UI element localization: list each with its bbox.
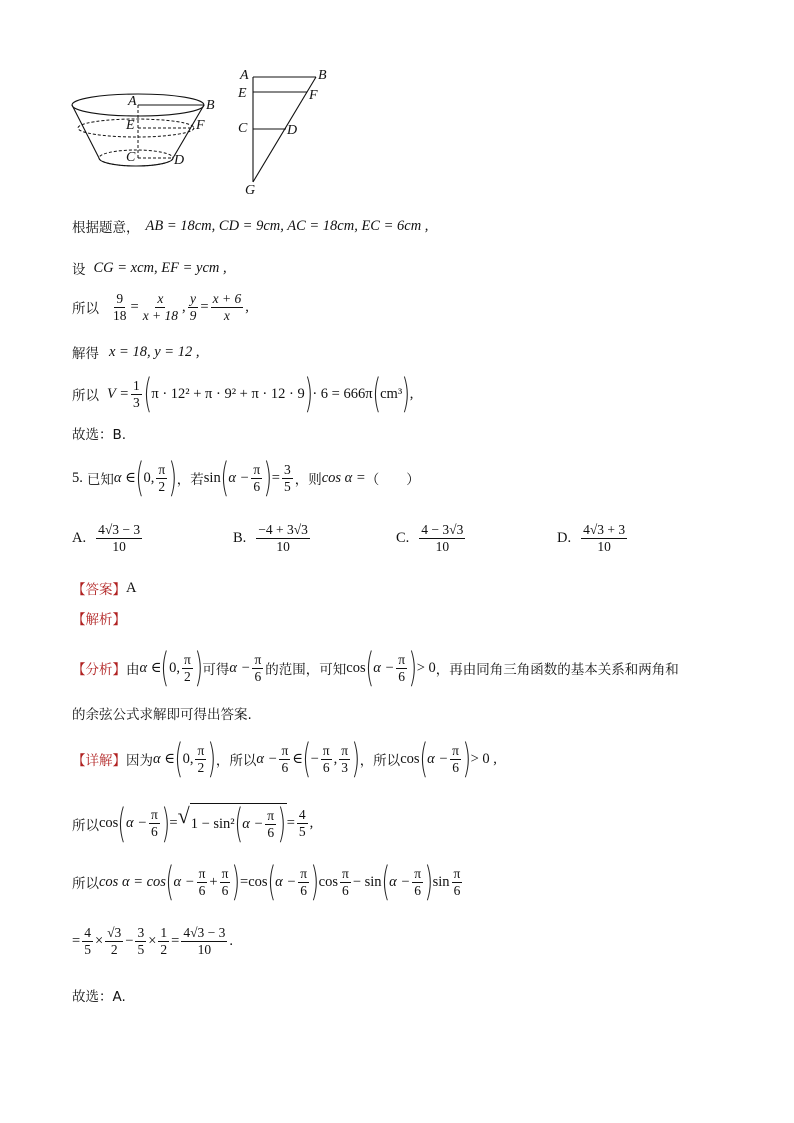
given-math: AB = 18cm, CD = 9cm, AC = 18cm, EC = 6cm ,: [145, 217, 429, 234]
label-B-right: B: [318, 68, 327, 83]
given-prefix: 根据题意，: [72, 220, 140, 236]
volume-inner: π · 12² + π · 9² + π · 12 · 9: [151, 385, 305, 402]
solve-line: [72, 342, 199, 362]
label-C-right: C: [238, 121, 248, 136]
label-A-right: A: [240, 68, 249, 83]
ratio-line: 所以 $\frac{9}{18}$ = $\frac{x}{x + 18}$ , $\frac{y}{9}$ = $\frac{x + 6}{x}$ ,: [72, 291, 249, 323]
volume-lhs: V =: [107, 385, 130, 402]
label-A-left: A: [128, 94, 137, 109]
let-math: CG = xcm, EF = ycm ,: [93, 259, 227, 276]
option-a[interactable]: A. $\frac{4√3 - 3}{10}$: [72, 522, 141, 554]
answer-label: 【答案】: [72, 582, 126, 598]
fenxi-line-2: 的余弦公式求解即可得出答案.: [72, 707, 252, 723]
ratio2-right: $\frac{x + 6}{x}$: [212, 291, 242, 323]
volume-tail: · 6 = 666π: [312, 385, 373, 402]
so1-prefix: 所以: [72, 301, 99, 318]
answer-value: A: [126, 579, 137, 596]
xiangjie-line-3: 所以 cos α = cos ( α − $\frac{\pi}{6}$ + $\frac{\pi}{6}$ ) = cos ( α − $\frac{\pi}{6}$ ) cos $\frac{\pi}{6}$ − sin ( α − $\frac{\pi}{6}$ ) sin $\frac{\pi}{6}$: [72, 859, 461, 905]
volume-line: 所以 V = $\frac{1}{3}$ ( π · 12² + π · 9² + π · 12 · 9 ) · 6 = 666π ( cm³ ) ,: [72, 371, 414, 417]
label-D-left: D: [174, 153, 185, 168]
final-choice: 故选：A.: [72, 989, 126, 1005]
given-line: [72, 216, 428, 236]
volume-third: $\frac{1}{3}$: [133, 377, 140, 410]
option-b[interactable]: B. $\frac{-4 + 3√3}{10}$: [233, 522, 308, 554]
question-number: 5.: [72, 469, 83, 486]
option-c[interactable]: C. $\frac{4 - 3√3}{10}$: [396, 522, 464, 554]
label-C-left: C: [126, 150, 136, 165]
sqrt-expression: √ 1 − sin² ( α − $\frac{\pi}{6}$ ): [177, 801, 287, 847]
label-F-left: F: [196, 118, 205, 133]
xiangjie-line-2: 所以 cos ( α − $\frac{\pi}{6}$ ) = √ 1 − sin² ( α − $\frac{\pi}{6}$ ) = $\frac{4}{5}$ ,: [72, 800, 314, 847]
answer-line: [72, 578, 136, 598]
prev-choice: 故选：B.: [72, 427, 127, 443]
option-d[interactable]: D. $\frac{4√3 + 3}{10}$: [557, 522, 626, 554]
ratio1-left: $\frac{9}{18}$: [113, 291, 127, 323]
label-F-right: F: [309, 88, 318, 103]
solve-prefix: 解得: [72, 346, 99, 362]
let-line: [72, 258, 227, 278]
solve-math: x = 18, y = 12 ,: [109, 343, 200, 360]
volume-unit: cm³: [380, 385, 403, 402]
label-E-left: E: [126, 118, 135, 133]
xiangjie-line-4: = $\frac{4}{5}$ × $\frac{√3}{2}$ − $\frac{3}{5}$ × $\frac{1}{2}$ = $\frac{4√3 - 3}{10}$ .: [72, 925, 234, 957]
question-5-stem: 5. 已知 α ∈ ( 0, $\frac{\pi}{2}$ ) ，若 sin ( α − $\frac{\pi}{6}$ ) = $\frac{3}{5}$ ，则 cos α = （ ）: [72, 455, 420, 501]
ratio2-left: $\frac{y}{9}$: [189, 291, 197, 323]
analysis-label: 【解析】: [72, 612, 126, 628]
let-prefix: 设: [72, 262, 86, 278]
xiangjie-line-1: 【详解】 因为 α ∈ ( 0, $\frac{\pi}{2}$ ) ，所以 α − $\frac{\pi}{6}$ ∈ ( − $\frac{\pi}{6}$ , $\frac{\pi}{3}$ ) ，所以 cos ( α − $\frac{\pi}{6}$ ) > 0 ,: [72, 736, 497, 782]
fenxi-line-1: 【分析】 由 α ∈ ( 0, $\frac{\pi}{2}$ ) 可得 α − $\frac{\pi}{6}$ 的范围，可知 cos ( α − $\frac{\pi}{6}$ ) > 0 ，再由同角三角函数的基本关系和两角和: [72, 645, 679, 691]
so2-prefix: 所以: [72, 388, 99, 404]
label-G-right: G: [245, 183, 256, 198]
label-B-left: B: [206, 98, 215, 113]
ratio1-right: $\frac{x}{x + 18}$: [142, 291, 179, 323]
label-D-right: D: [287, 123, 298, 138]
label-E-right: E: [238, 86, 247, 101]
